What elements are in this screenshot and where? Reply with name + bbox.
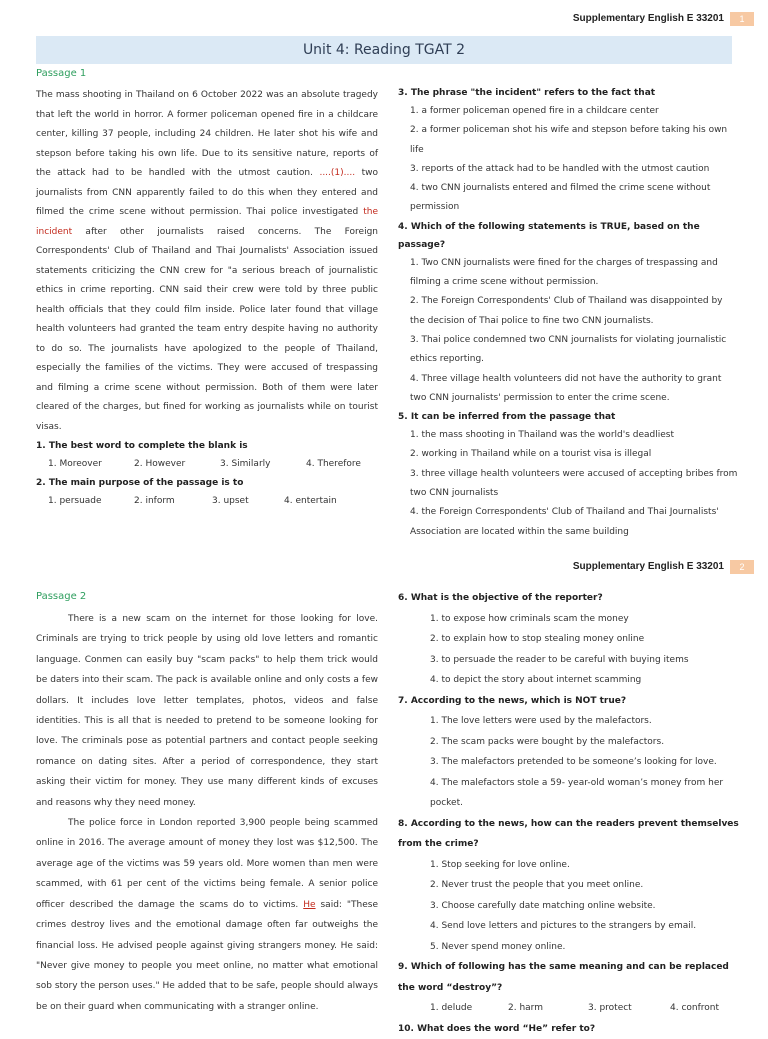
option: 4. Send love letters and pictures to the strangers by email. bbox=[398, 916, 742, 937]
question-2: 2. The main purpose of the passage is to bbox=[36, 474, 378, 492]
option: 1. persuade bbox=[48, 492, 134, 511]
option: 3. to persuade the reader to be careful with buying items bbox=[398, 650, 742, 671]
option: 1. Moreover bbox=[48, 455, 134, 474]
page-number: 2 bbox=[730, 560, 754, 574]
question-9-options bbox=[398, 998, 742, 1019]
option: 3. reports of the attack had to be handled with the utmost caution bbox=[398, 160, 740, 179]
option: 4. Three village health volunteers did not have the authority to grant two CNN journalists' permission to enter the crime scene. bbox=[398, 370, 740, 409]
question-7: 7. According to the news, which is NOT true? bbox=[398, 691, 742, 712]
option: 3. The malefactors pretended to be someone’s looking for love. bbox=[398, 752, 742, 773]
option: 3. protect bbox=[588, 998, 670, 1019]
question-5: 5. It can be inferred from the passage that bbox=[398, 408, 740, 426]
passage-1-text: The mass shooting in Thailand on 6 October 2022 was an absolute tragedy that left the world in horror. A former policeman opened fire in a childcare center, killing 37 people, including 24 children. He later shot his wife and stepson before taking his own life. Due to its sensitive nature, reports of the attack had to be handled with the utmost caution. ....(1).... two journalists from CNN apparently failed to do this when they entered and filmed the crime scene without permission. Thai police investigated the incident after other journalists raised concerns. The Foreign Correspondents' Club of Thailand and Thai Journalists' Association issued statements criticizing the CNN crew for "a serious breach of journalistic ethics in crime reporting. CNN said their crew were told by three public health officials that they could film inside. Police later found that village health volunteers had granted the team entry despite having no authority to do so. The journalists have apologized to the people of Thailand, especially the families of the victims. They were accused of trespassing and filming a crime scene without permission. Both of them were later cleared of the charges, but fined for working as journalists while on tourist visas. bbox=[36, 86, 378, 437]
passage-1-column bbox=[36, 86, 378, 511]
option: 1. a former policeman opened fire in a childcare center bbox=[398, 102, 740, 121]
option: 3. Choose carefully date matching online website. bbox=[398, 896, 742, 917]
option: 1. Two CNN journalists were fined for the charges of trespassing and filming a crime scene without permission. bbox=[398, 254, 740, 293]
course-title: Supplementary English E 33201 bbox=[573, 561, 724, 572]
option: 5. Never spend money online. bbox=[398, 937, 742, 958]
question-9: 9. Which of following has the same meaning and can be replaced the word “destroy”? bbox=[398, 957, 742, 998]
page-header-2 bbox=[0, 558, 768, 576]
option: 1. the mass shooting in Thailand was the world's deadliest bbox=[398, 426, 740, 445]
question-3: 3. The phrase "the incident" refers to the fact that bbox=[398, 84, 740, 102]
question-6: 6. What is the objective of the reporter? bbox=[398, 588, 742, 609]
option: 4. to depict the story about internet scamming bbox=[398, 670, 742, 691]
questions-3-5-column bbox=[398, 84, 740, 542]
option: 4. The malefactors stole a 59- year-old woman’s money from her pocket. bbox=[398, 773, 742, 814]
course-title: Supplementary English E 33201 bbox=[573, 13, 724, 24]
option: 1. The love letters were used by the malefactors. bbox=[398, 711, 742, 732]
unit-title-banner: Unit 4: Reading TGAT 2 bbox=[36, 36, 732, 64]
passage-2-paragraph-2: The police force in London reported 3,900 people being scammed online in 2016. The average amount of money they lost was $12,500. The average age of the victims was 59 years old. More women than men were scammed, with 61 per cent of the victims being female. A senior police officer described the damage the scams do to victims. He said: "These crimes destroy lives and the emotional damage often far outweighs the financial loss. He advised people against giving strangers money. He said: "Never give money to people you meet online, no matter what emotional sob story the person uses." He added that to be safe, people should always be on their guard when communicating with a stranger online. bbox=[36, 813, 378, 1017]
option: 3. three village health volunteers were accused of accepting bribes from two CNN journalists bbox=[398, 465, 740, 504]
option: 3. upset bbox=[212, 492, 284, 511]
option: 2. The scam packs were bought by the malefactors. bbox=[398, 732, 742, 753]
option: 2. harm bbox=[508, 998, 588, 1019]
option: 1. to expose how criminals scam the money bbox=[398, 609, 742, 630]
option: 2. inform bbox=[134, 492, 212, 511]
question-4: 4. Which of the following statements is TRUE, based on the passage? bbox=[398, 218, 740, 254]
question-1: 1. The best word to complete the blank is bbox=[36, 437, 378, 455]
option: 2. a former policeman shot his wife and stepson before taking his own life bbox=[398, 121, 740, 160]
passage-2-paragraph-1: There is a new scam on the internet for those looking for love. Criminals are trying to trick people by using old love letters and romantic language. Conmen can easily buy "scam packs" to help them trick would be daters into their scam. The pack is available online and only costs a few dollars. It includes love letter templates, photos, videos and false identities. This is all that is needed to pretend to be someone looking for love. The criminals pose as potential partners and contact people seeking romance on dating sites. After a period of correspondence, they start asking their victim for money. They use many different kinds of excuses and reasons why they need money. bbox=[36, 609, 378, 813]
option: 4. entertain bbox=[284, 492, 337, 511]
passage-2-heading: Passage 2 bbox=[36, 591, 86, 602]
question-10: 10. What does the word “He” refer to? bbox=[398, 1019, 742, 1039]
option: 4. the Foreign Correspondents' Club of Thailand and Thai Journalists' Association are located within the same building bbox=[398, 503, 740, 542]
page-number: 1 bbox=[730, 12, 754, 26]
questions-6-10-column bbox=[398, 588, 742, 1039]
passage-1-heading: Passage 1 bbox=[36, 68, 86, 79]
option: 4. Therefore bbox=[306, 455, 361, 474]
question-1-options bbox=[36, 455, 378, 474]
highlighted-word: He bbox=[303, 900, 315, 910]
page-header-1 bbox=[0, 10, 768, 28]
option: 4. two CNN journalists entered and filmed the crime scene without permission bbox=[398, 179, 740, 218]
option: 4. confront bbox=[670, 998, 719, 1019]
blank-1: ....(1).... bbox=[319, 168, 355, 178]
passage-2-column bbox=[36, 609, 378, 1017]
option: 2. However bbox=[134, 455, 220, 474]
option: 2. The Foreign Correspondents' Club of Thailand was disappointed by the decision of Thai police to fine two CNN journalists. bbox=[398, 292, 740, 331]
highlighted-phrase: the incident bbox=[36, 207, 378, 237]
option: 1. Stop seeking for love online. bbox=[398, 855, 742, 876]
option: 2. Never trust the people that you meet online. bbox=[398, 875, 742, 896]
option: 1. delude bbox=[430, 998, 508, 1019]
question-8: 8. According to the news, how can the readers prevent themselves from the crime? bbox=[398, 814, 742, 855]
question-2-options bbox=[36, 492, 378, 511]
option: 3. Thai police condemned two CNN journalists for violating journalistic ethics reporting. bbox=[398, 331, 740, 370]
option: 2. working in Thailand while on a tourist visa is illegal bbox=[398, 445, 740, 464]
option: 2. to explain how to stop stealing money online bbox=[398, 629, 742, 650]
option: 3. Similarly bbox=[220, 455, 306, 474]
